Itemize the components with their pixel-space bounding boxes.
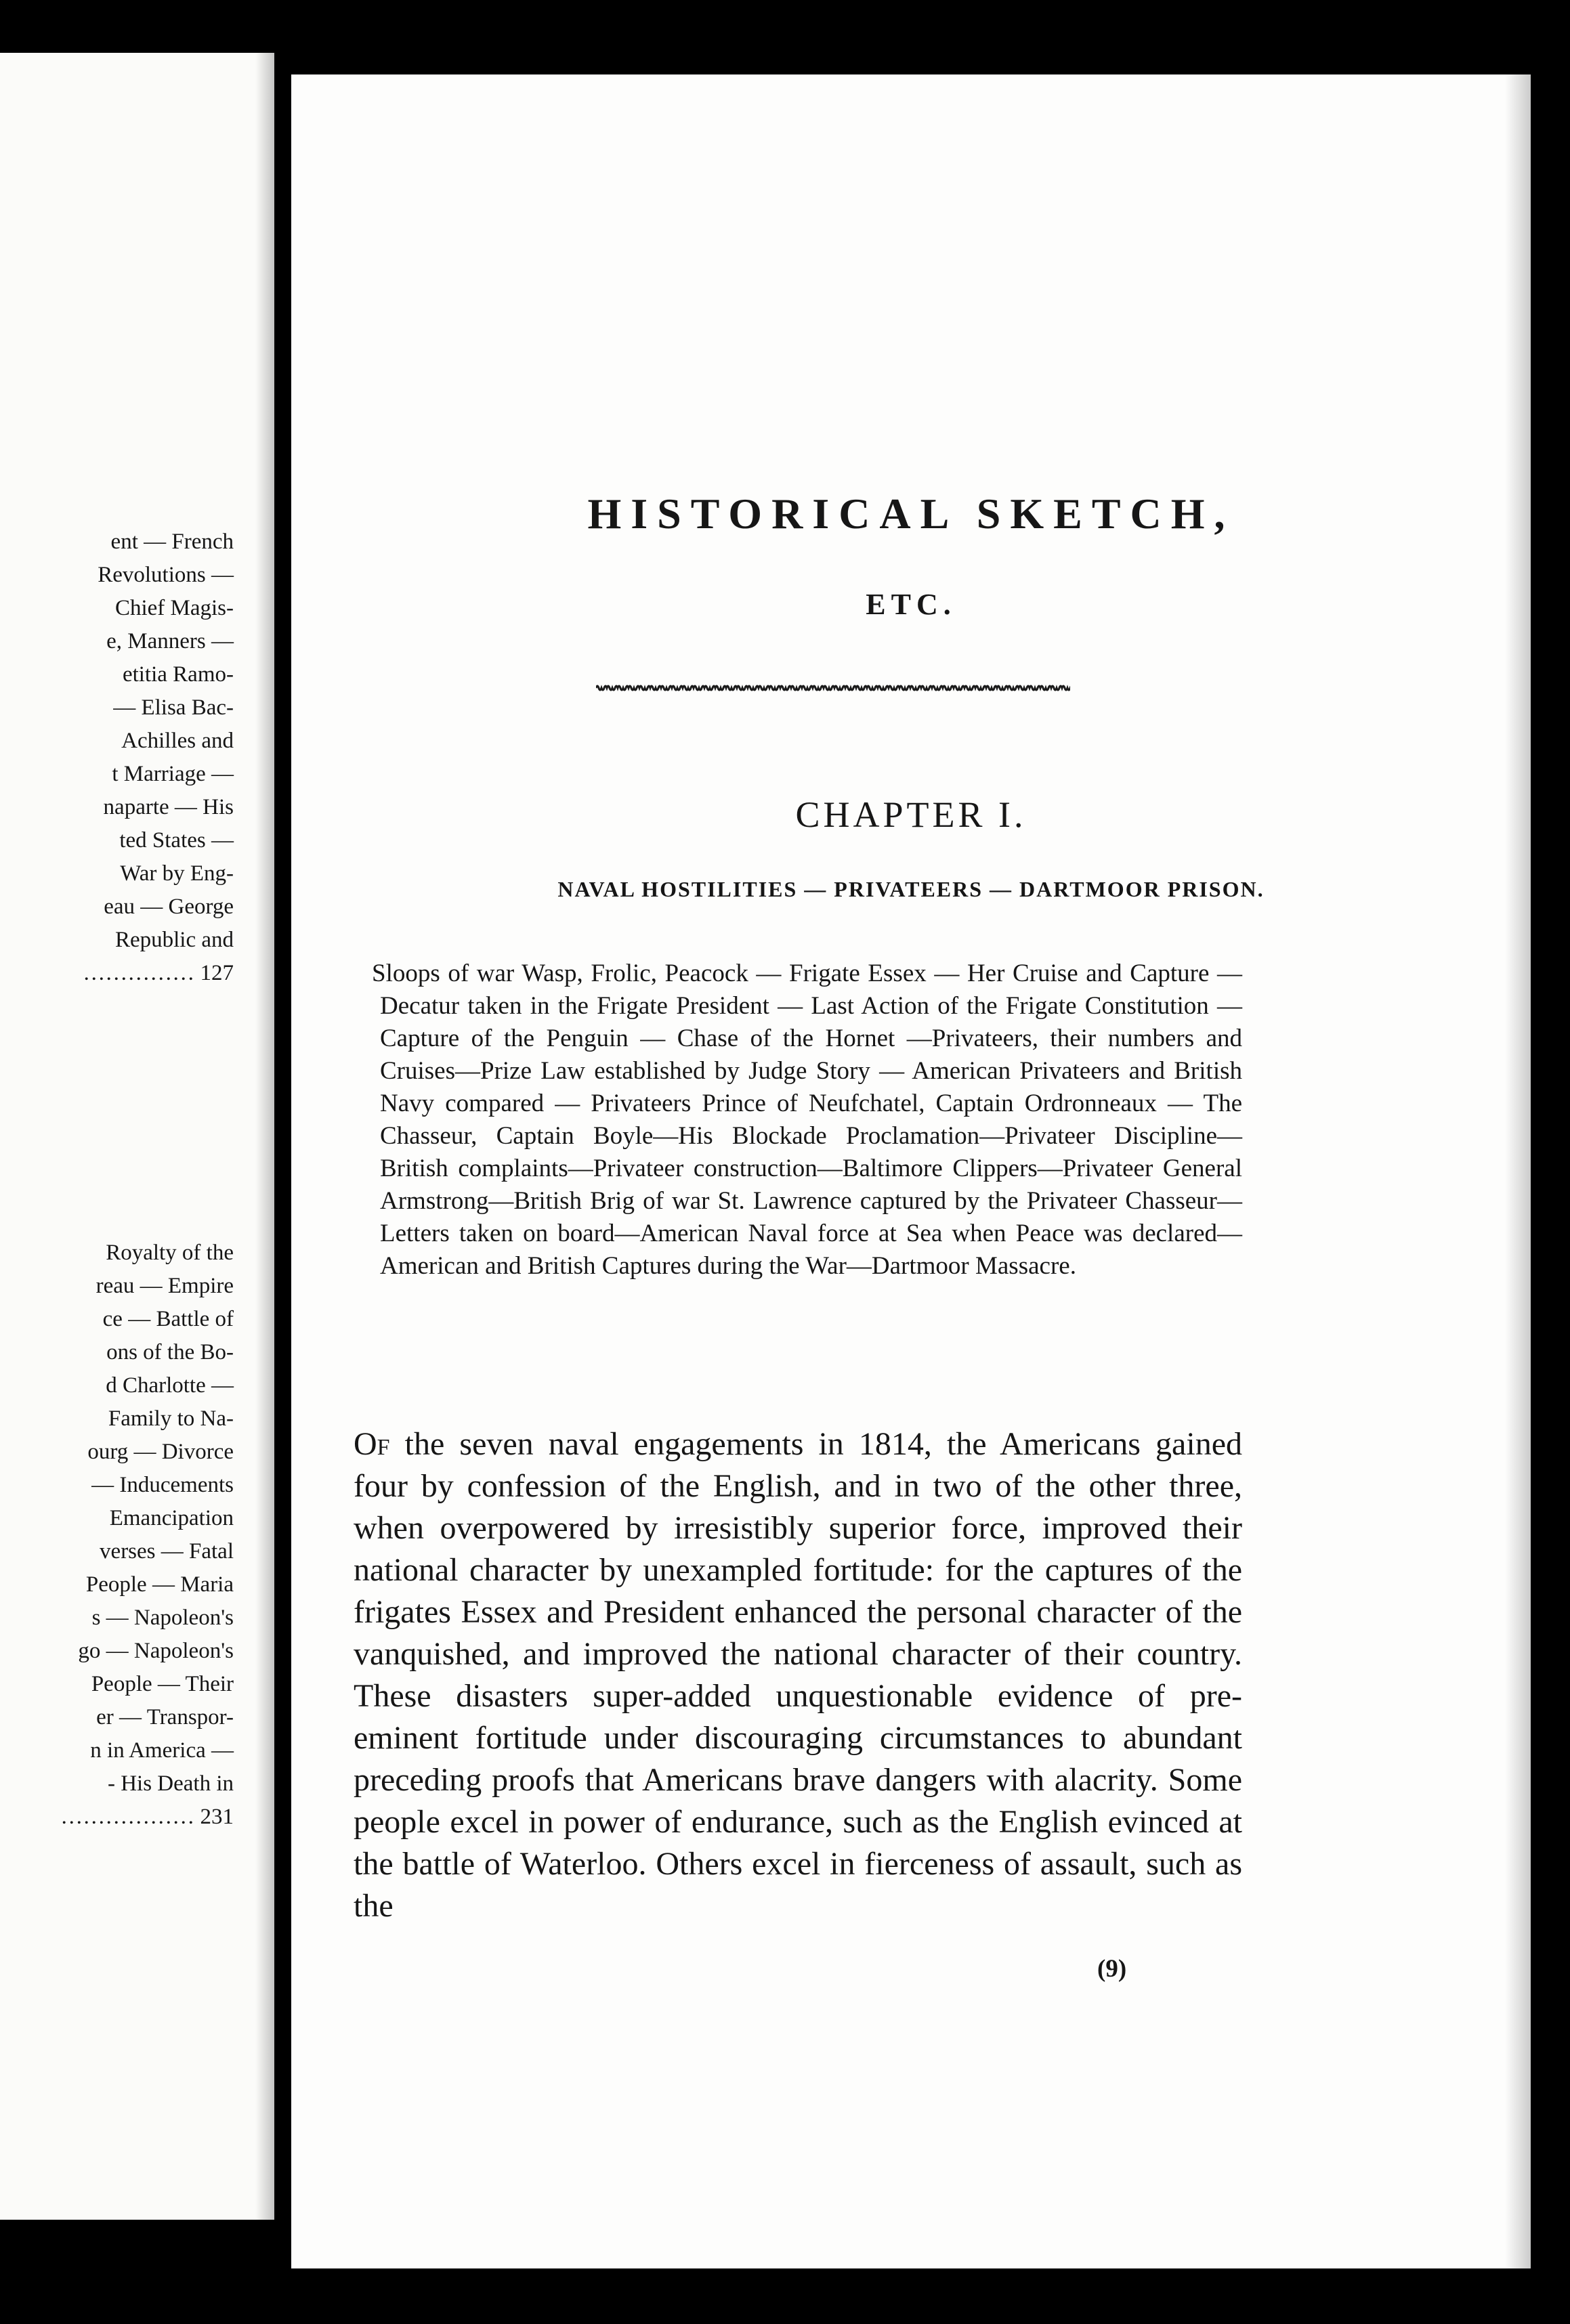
contents-line: s — Napoleon's — [91, 1606, 234, 1630]
contents-line: - His Death in — [107, 1771, 234, 1796]
contents-line: n in America — — [90, 1738, 234, 1763]
chapter-heading: CHAPTER I. — [795, 794, 1027, 835]
contents-line: e, Manners — — [106, 629, 234, 653]
contents-line: …………… 127 — [83, 961, 234, 985]
left-page — [0, 53, 274, 2220]
page-gutter-shadow — [255, 53, 274, 2220]
body-paragraph — [354, 1423, 1242, 1927]
contents-line: Chief Magis- — [114, 596, 234, 620]
contents-line: Revolutions — — [98, 563, 234, 587]
contents-line: naparte — His — [103, 795, 234, 819]
page-number: (9) — [1097, 1955, 1127, 1983]
contents-line: Emancipation — [109, 1506, 234, 1530]
contents-line: d Charlotte — — [106, 1373, 234, 1398]
contents-line: ted States — — [119, 828, 234, 853]
contents-line: War by Eng- — [120, 861, 234, 886]
contents-line: Royalty of the — [106, 1241, 234, 1265]
right-page — [291, 74, 1531, 2268]
wavy-rule-ornament — [596, 681, 1070, 696]
contents-line: — Elisa Bac- — [113, 695, 234, 720]
body-text: the seven naval engagements in 1814, the Americans gained four by confession of the English, and in two of the other three, when overpowered by irresistibly superior force, improved their national character by unexampled fortitude: for the captures of the frigates Essex and President enhanced the personal character of the vanquished, and improved the national character of their country. These disasters super-added unquestionable evidence of pre-eminent fortitude under discouraging circumstances to abundant preceding proofs that Americans brave dangers with alacrity. Some people excel in power of endurance, such as the English evinced at the battle of Waterloo. Others excel in fierceness of assault, such as the — [354, 1426, 1242, 1924]
body-first-word: Of — [354, 1426, 390, 1462]
contents-line: People — Maria — [85, 1572, 234, 1597]
contents-line: Achilles and — [121, 729, 234, 753]
contents-line: Family to Na- — [108, 1406, 234, 1431]
chapter-subtitle: NAVAL HOSTILITIES — PRIVATEERS — DARTMOOR PRISON. — [557, 877, 1265, 901]
contents-line: verses — Fatal — [100, 1539, 234, 1564]
contents-line: eau — George — [104, 895, 234, 919]
page-edge-shadow — [1505, 74, 1531, 2268]
contents-line: — Inducements — [91, 1473, 234, 1497]
page-title: HISTORICAL SKETCH, — [587, 490, 1235, 538]
contents-line: reau — Empire — [96, 1274, 234, 1298]
contents-line: ent — French — [110, 530, 234, 554]
chapter-synopsis: Sloops of war Wasp, Frolic, Peacock — Frigate Essex — Her Cruise and Capture — Decatur taken in the Frigate President — Last Action of the Frigate Constitution — Capture of the Penguin — Chase of the Hornet —Privateers, their numbers and Cruises—Prize Law established by Judge Story — American Privateers and British Navy compared — Privateers Prince of Neufchatel, Captain Ordronneaux — The Chasseur, Captain Boyle—His Blockade Proclamation—Privateer Discipline—British complaints—Privateer construction—Baltimore Clippers—Privateer General Armstrong—British Brig of war St. Lawrence captured by the Privateer Chasseur—Letters taken on board—American Naval force at Sea when Peace was declared—American and British Captures during the War—Dartmoor Massacre. — [372, 960, 1242, 1280]
contents-line: ……………… 231 — [60, 1805, 234, 1829]
contents-line: ce — Battle of — [102, 1307, 234, 1331]
contents-line: go — Napoleon's — [78, 1639, 234, 1663]
contents-line: People — Their — [91, 1672, 234, 1696]
contents-line: ons of the Bo- — [106, 1340, 234, 1364]
contents-line: etitia Ramo- — [122, 662, 234, 687]
contents-line: Republic and — [114, 928, 234, 952]
contents-line: er — Transpor- — [96, 1705, 234, 1729]
contents-line: t Marriage — — [112, 762, 234, 786]
page-subtitle: ETC. — [866, 588, 956, 621]
contents-line: ourg — Divorce — [87, 1440, 234, 1464]
